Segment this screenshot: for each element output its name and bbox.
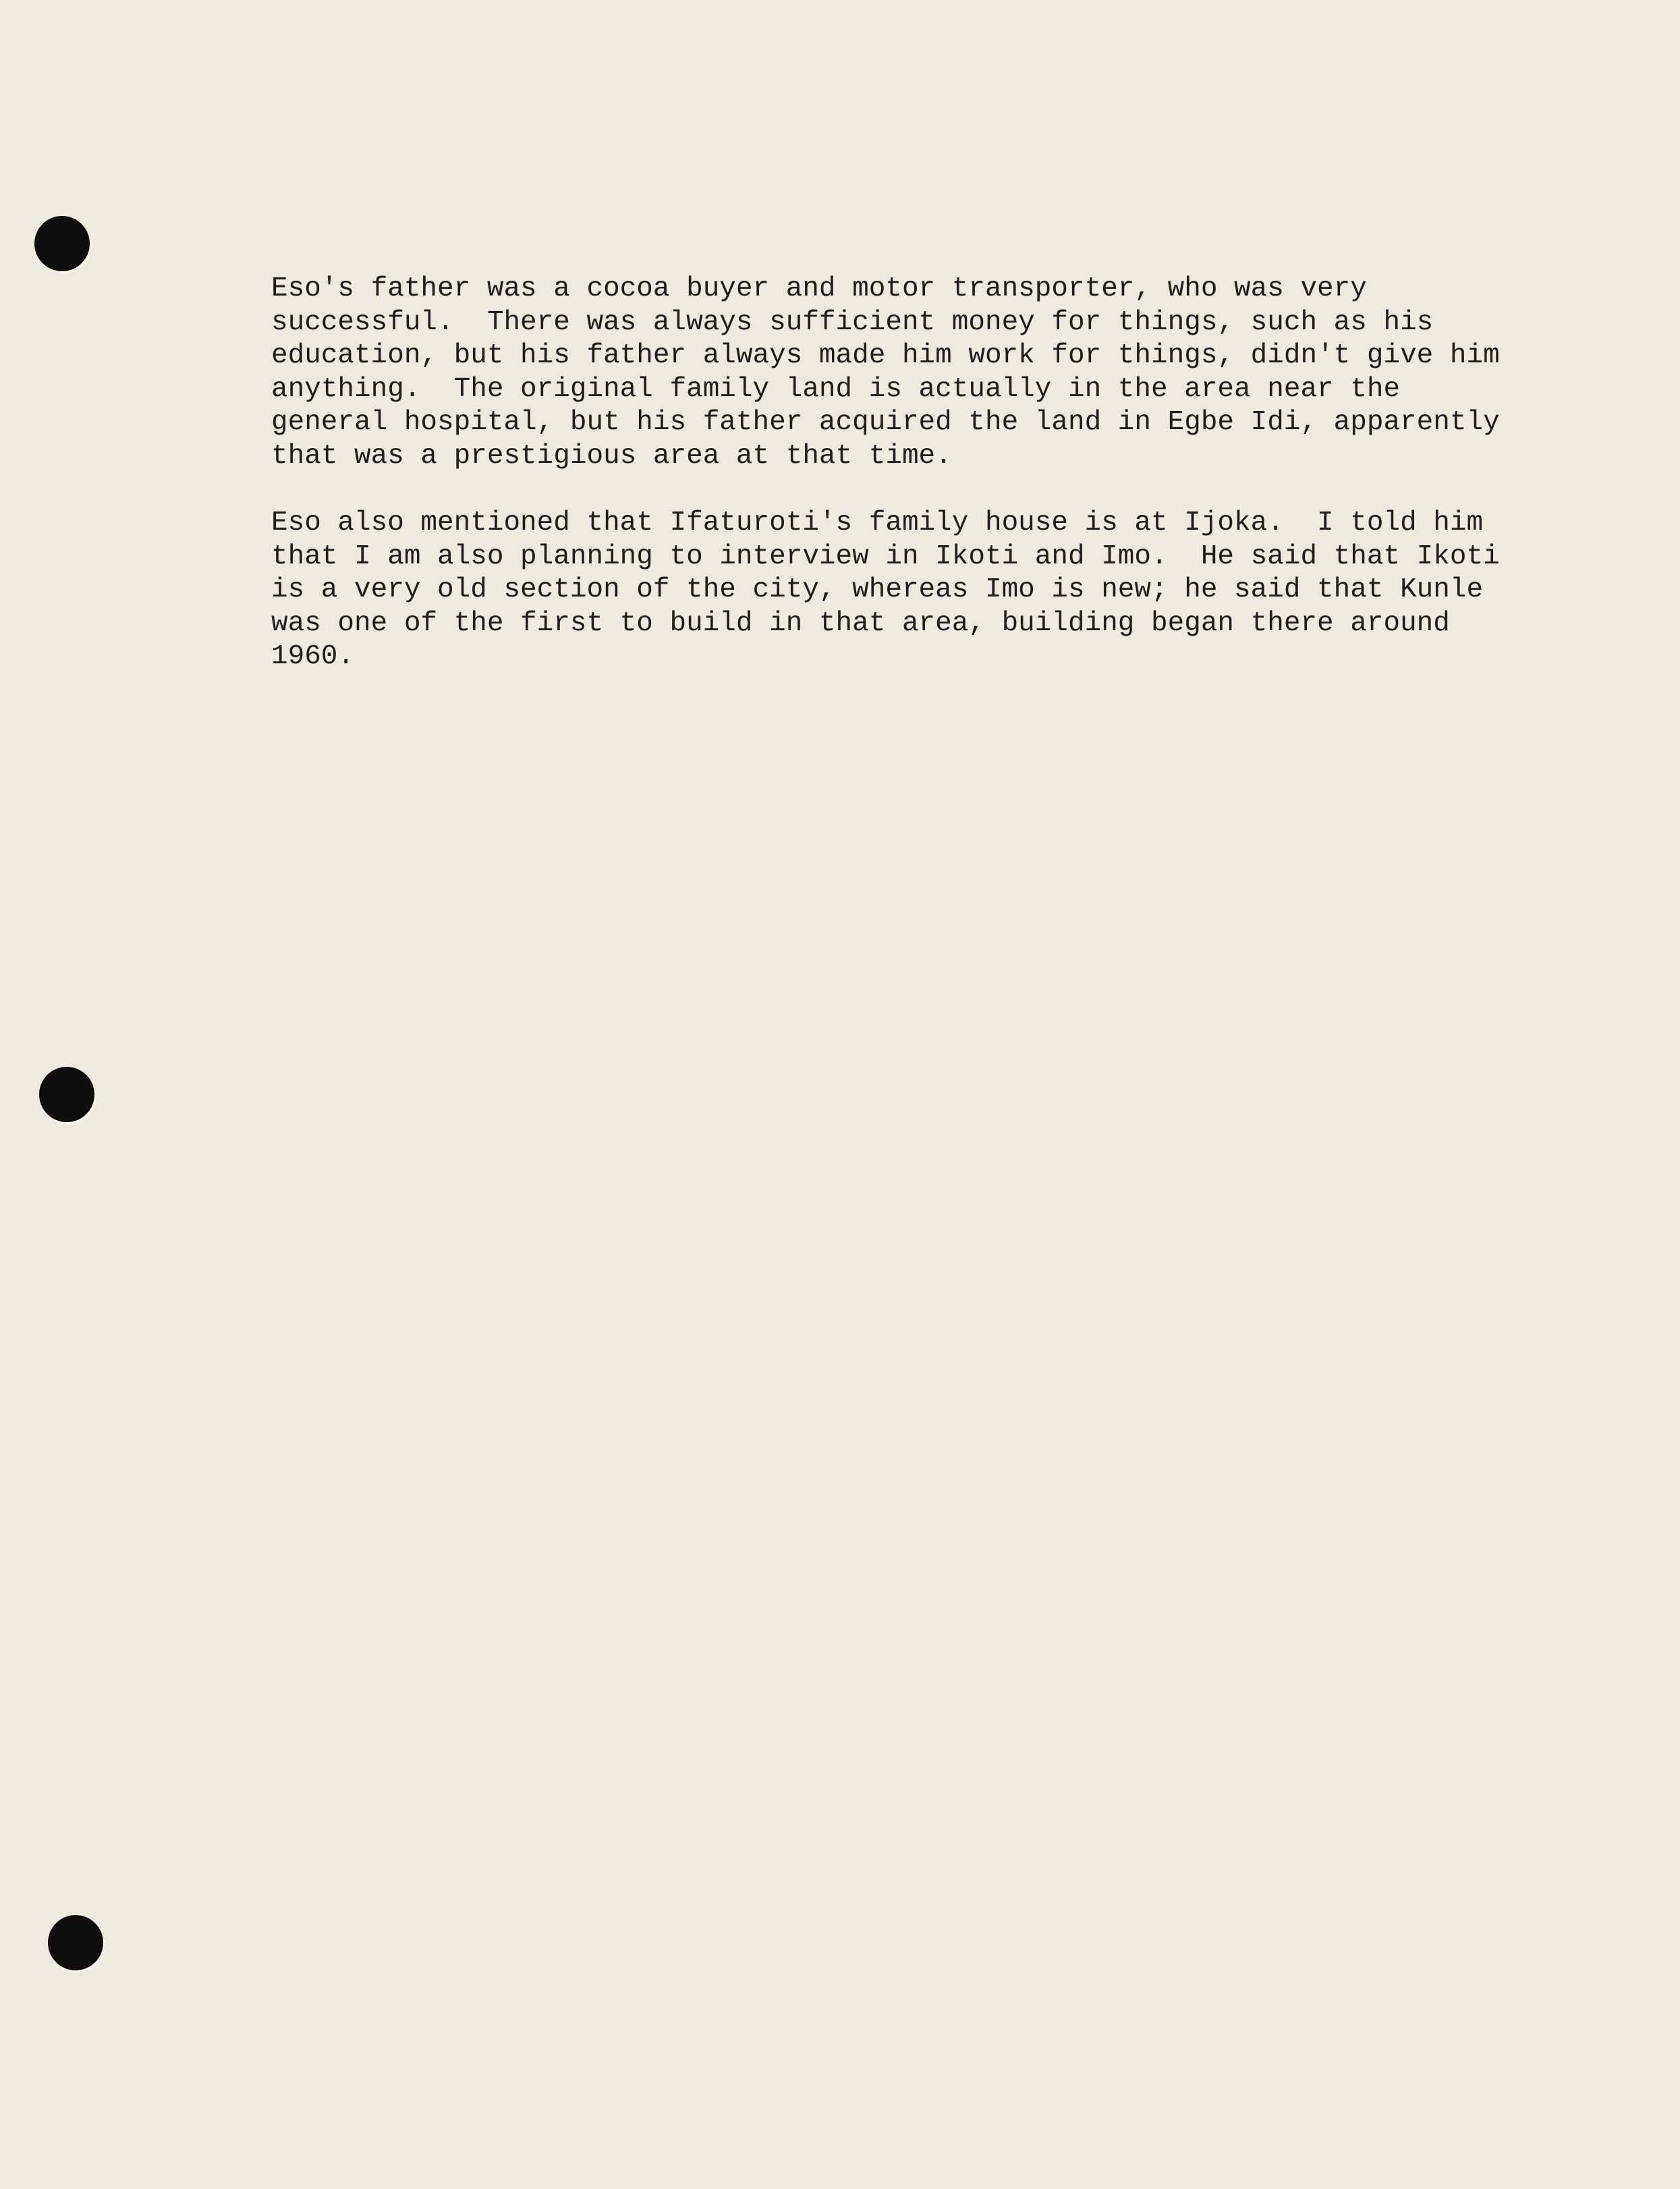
- paragraph-father: [271, 273, 1519, 473]
- text-line: that I am also planning to interview in Ikoti and Imo. He said that Ikoti: [271, 541, 1500, 572]
- text-line: that was a prestigious area at that time.: [271, 440, 952, 472]
- text-line: general hospital, but his father acquired the land in Egbe Idi, apparently: [271, 407, 1500, 438]
- punch-hole-bottom: [48, 1915, 103, 1970]
- text-line: education, but his father always made him work for things, didn't give him: [271, 340, 1500, 371]
- text-line: Eso also mentioned that Ifaturoti's family house is at Ijoka. I told him: [271, 507, 1484, 538]
- text-line: is a very old section of the city, whereas Imo is new; he said that Kunle: [271, 574, 1484, 605]
- text-line: was one of the first to build in that area, building began there around: [271, 607, 1450, 639]
- punch-hole-top: [34, 216, 90, 271]
- punch-hole-middle: [39, 1067, 94, 1122]
- text-line: Eso's father was a cocoa buyer and motor transporter, who was very: [271, 273, 1367, 304]
- text-line: successful. There was always sufficient money for things, such as his: [271, 306, 1434, 338]
- paragraph-locations: [271, 507, 1519, 674]
- text-line: anything. The original family land is actually in the area near the: [271, 373, 1401, 405]
- body-text: [271, 273, 1519, 674]
- text-line: 1960.: [271, 641, 355, 672]
